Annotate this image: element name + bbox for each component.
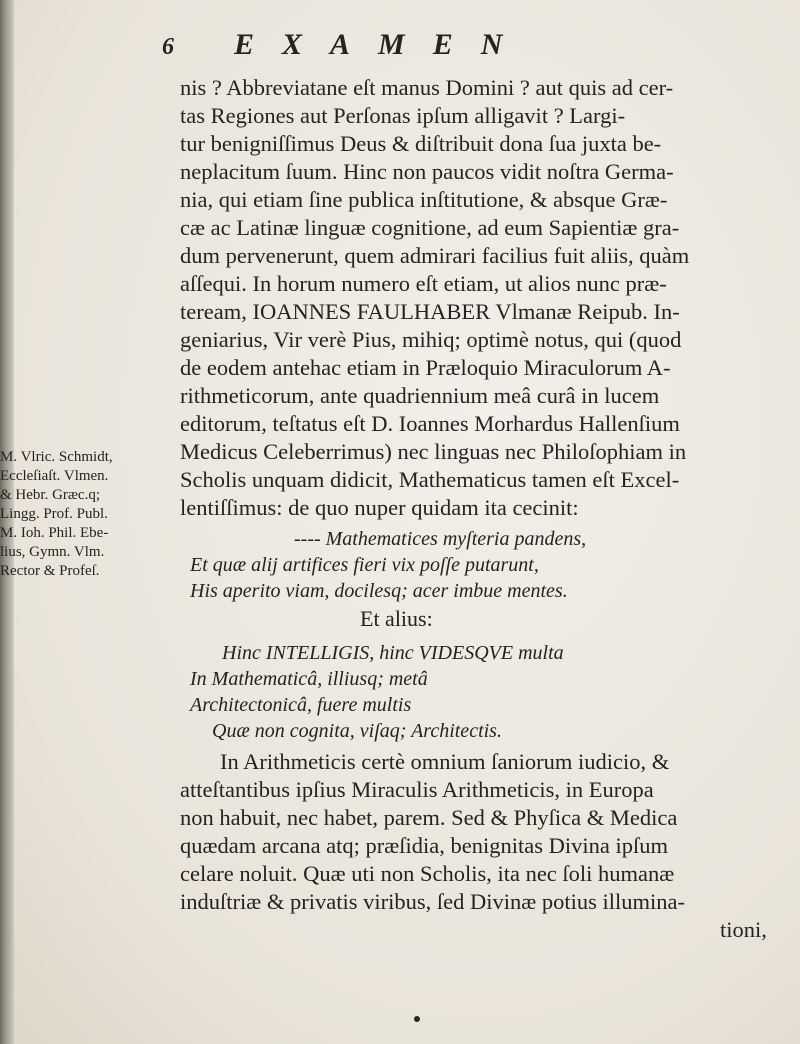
text-line: tas Regiones aut Perſonas ipſum alligavit ? Largi-	[180, 103, 626, 128]
text-line: nia, qui etiam ſine publica inſtitutione, & absque Græ-	[180, 187, 668, 212]
margin-note-line: & Hebr. Græc.q;	[0, 487, 100, 503]
text-line: atteſtantibus ipſius Miraculis Arithmeticis, in Europa	[180, 777, 654, 802]
text-line: rithmeticorum, ante quadriennium meâ curâ in lucem	[180, 383, 660, 408]
text-line: induſtriæ & privatis viribus, ſed Divinæ potius illumina-	[180, 889, 685, 914]
verse-line: In Mathematicâ, illiusq; metâ	[190, 668, 428, 690]
page-header	[150, 28, 710, 68]
text-line: dum pervenerunt, quem admirari facilius fuit aliis, quàm	[180, 243, 690, 268]
margin-note-line: M. Vlric. Schmidt,	[0, 449, 113, 465]
text-line: cæ ac Latinæ linguæ cognitione, ad eum Sapientiæ gra-	[180, 215, 680, 240]
text-line: tur benigniſſimus Deus & diſtribuit dona ſua juxta be-	[180, 131, 662, 156]
text-line: aſſequi. In horum numero eſt etiam, ut alios nunc præ-	[180, 271, 667, 296]
page-number: 6	[162, 34, 174, 60]
running-title: EXAMEN	[234, 28, 531, 61]
margin-note-line: Eccleſiaſt. Vlmen.	[0, 468, 109, 484]
verse-line: Quæ non cognita, viſaq; Architectis.	[212, 720, 502, 742]
verse-line: His aperito viam, docilesq; acer imbue mentes.	[190, 580, 568, 602]
text-line: Medicus Celeberrimus) nec linguas nec Philoſophiam in	[180, 439, 687, 464]
text-line: In Arithmeticis certè omnium ſaniorum iudicio, &	[220, 749, 670, 774]
text-line: quædam arcana atq; præſidia, benignitas Divina ipſum	[180, 833, 669, 858]
verse-line: Hinc INTELLIGIS, hinc VIDESQVE multa	[222, 642, 564, 664]
text-line: de eodem antehac etiam in Præloquio Miraculorum A-	[180, 355, 671, 380]
ink-speck	[414, 1016, 420, 1022]
text-line: neplacitum ſuum. Hinc non paucos vidit noſtra Germa-	[180, 159, 674, 184]
text-line: geniarius, Vir verè Pius, mihiq; optimè notus, qui (quod	[180, 327, 682, 352]
text-line: Scholis unquam didicit, Mathematicus tamen eſt Excel-	[180, 467, 680, 492]
margin-note	[0, 448, 172, 581]
margin-note-line: lius, Gymn. Vlm.	[0, 544, 105, 560]
text-line: teream, IOANNES FAULHABER Vlmanæ Reipub. In-	[180, 299, 680, 324]
margin-note-line: Rector & Profeſ.	[0, 563, 100, 579]
margin-note-line: M. Ioh. Phil. Ebe-	[0, 525, 109, 541]
verse-line: Architectonicâ, fuere multis	[190, 694, 412, 716]
text-line: celare noluit. Quæ uti non Scholis, ita nec ſoli humanæ	[180, 861, 675, 886]
verse-line: Et quæ alij artifices fieri vix poſſe putarunt,	[190, 554, 539, 576]
text-line: non habuit, nec habet, parem. Sed & Phyſica & Medica	[180, 805, 678, 830]
text-line: nis ? Abbreviatane eſt manus Domini ? aut quis ad cer-	[180, 75, 674, 100]
margin-note-line: Lingg. Prof. Publ.	[0, 506, 108, 522]
text-line: lentiſſimus: de quo nuper quidam ita cecinit:	[180, 495, 579, 520]
text-line: editorum, teſtatus eſt D. Ioannes Morhardus Hallenſium	[180, 411, 680, 436]
verse-line: ---- Mathematices myſteria pandens,	[294, 528, 587, 550]
catchword: tioni,	[720, 917, 767, 942]
et-alius-heading: Et alius:	[360, 606, 433, 631]
